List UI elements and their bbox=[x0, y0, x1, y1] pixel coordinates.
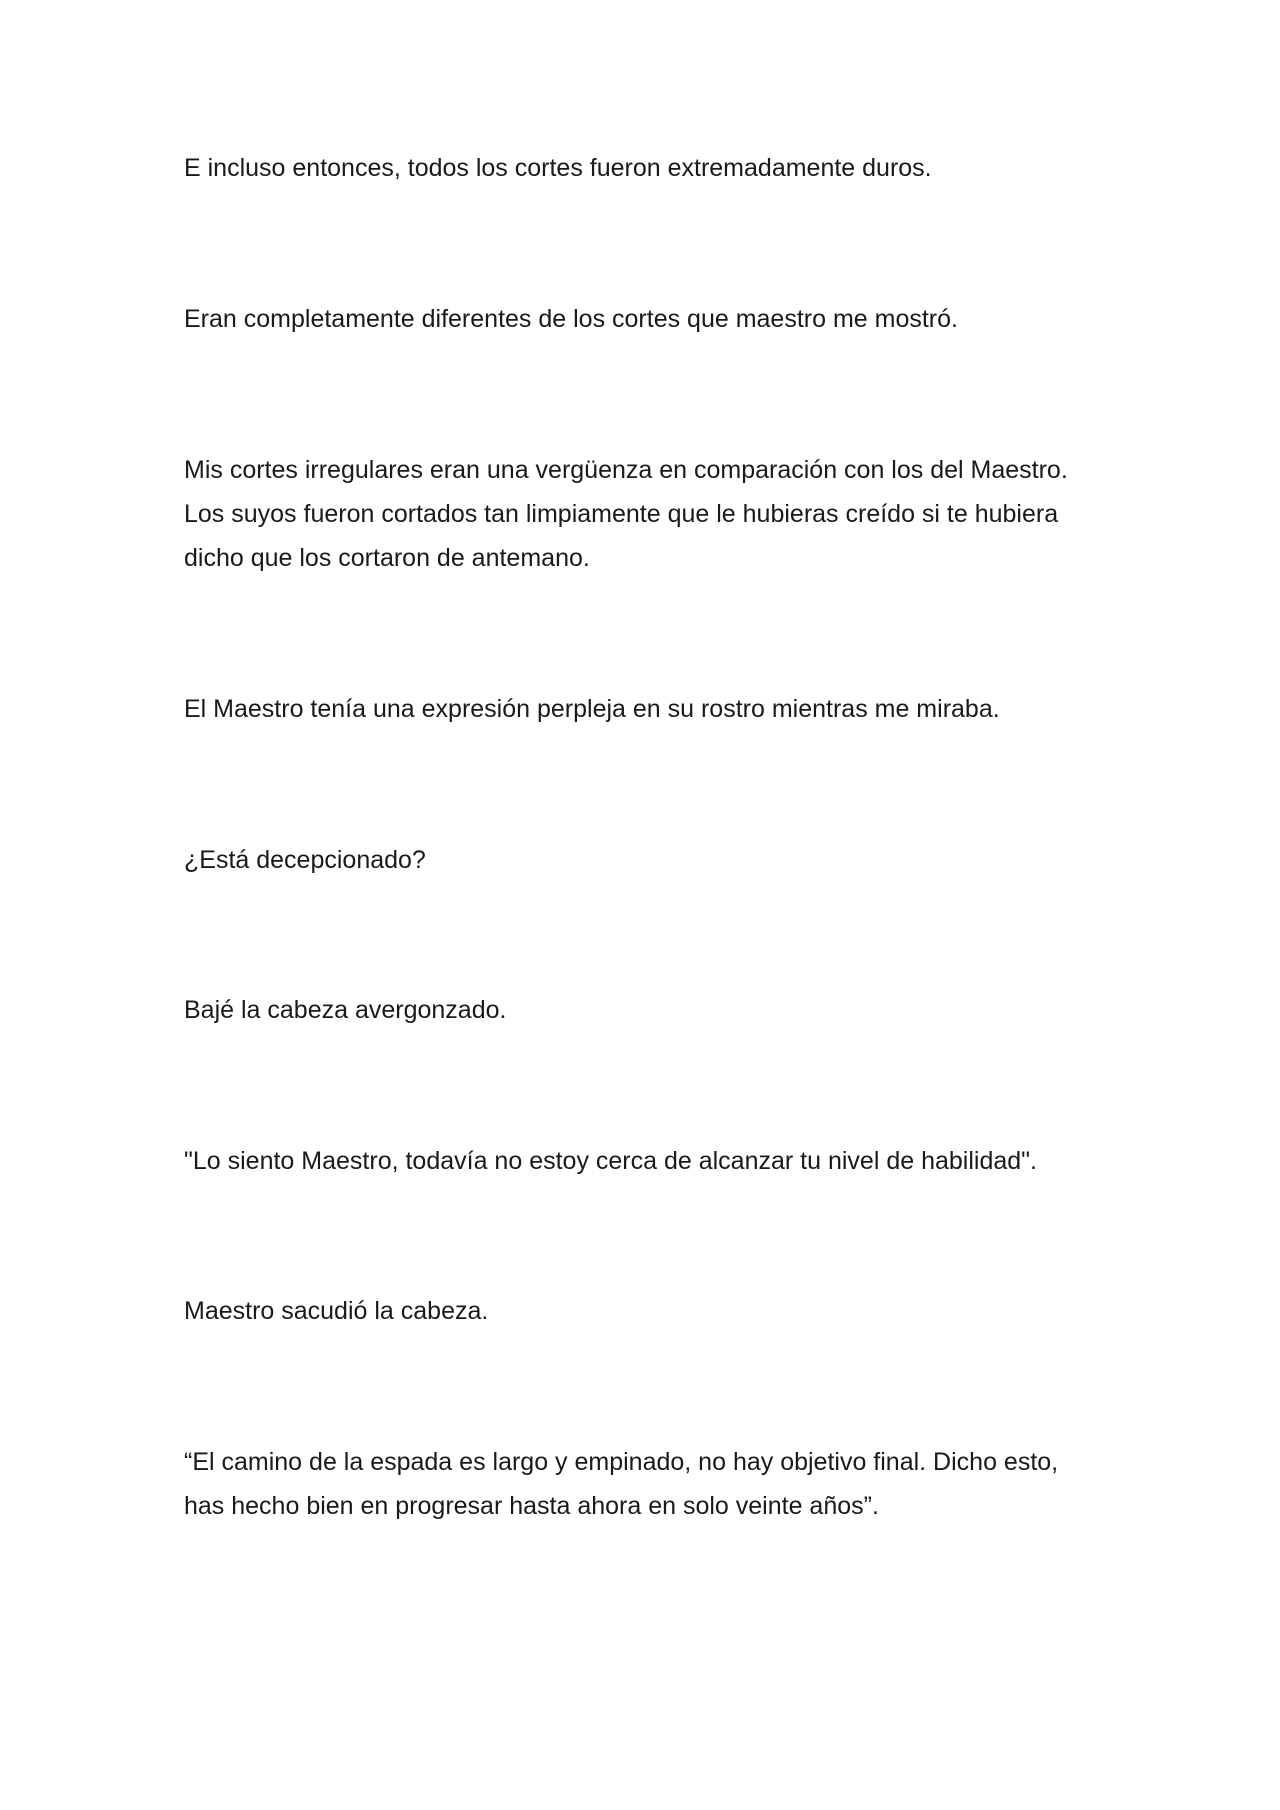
text-line: Eran completamente diferentes de los cortes que maestro me mostró. bbox=[184, 305, 958, 333]
text-line: Los suyos fueron cortados tan limpiamente que le hubieras creído si te hubiera bbox=[184, 500, 1059, 528]
text-line: Maestro sacudió la cabeza. bbox=[184, 1297, 489, 1325]
paragraph bbox=[184, 687, 1124, 731]
text-line: has hecho bien en progresar hasta ahora en solo veinte años”. bbox=[184, 1492, 879, 1520]
text-line: dicho que los cortaron de antemano. bbox=[184, 544, 590, 572]
text-line: “El camino de la espada es largo y empinado, no hay objetivo final. Dicho esto, bbox=[184, 1448, 1059, 1476]
paragraph bbox=[184, 1289, 1124, 1333]
paragraph bbox=[184, 146, 1124, 190]
paragraph bbox=[184, 1139, 1124, 1183]
text-line: Bajé la cabeza avergonzado. bbox=[184, 996, 507, 1024]
paragraph bbox=[184, 297, 1124, 341]
paragraph bbox=[184, 988, 1124, 1032]
text-line: ¿Está decepcionado? bbox=[184, 846, 426, 874]
text-line: El Maestro tenía una expresión perpleja en su rostro mientras me miraba. bbox=[184, 695, 1000, 723]
paragraph bbox=[184, 448, 1124, 580]
paragraph bbox=[184, 1440, 1124, 1528]
text-line: Mis cortes irregulares eran una vergüenza en comparación con los del Maestro. bbox=[184, 456, 1068, 484]
paragraph bbox=[184, 838, 1124, 882]
text-line: "Lo siento Maestro, todavía no estoy cerca de alcanzar tu nivel de habilidad". bbox=[184, 1147, 1037, 1175]
text-line: E incluso entonces, todos los cortes fueron extremadamente duros. bbox=[184, 154, 932, 182]
